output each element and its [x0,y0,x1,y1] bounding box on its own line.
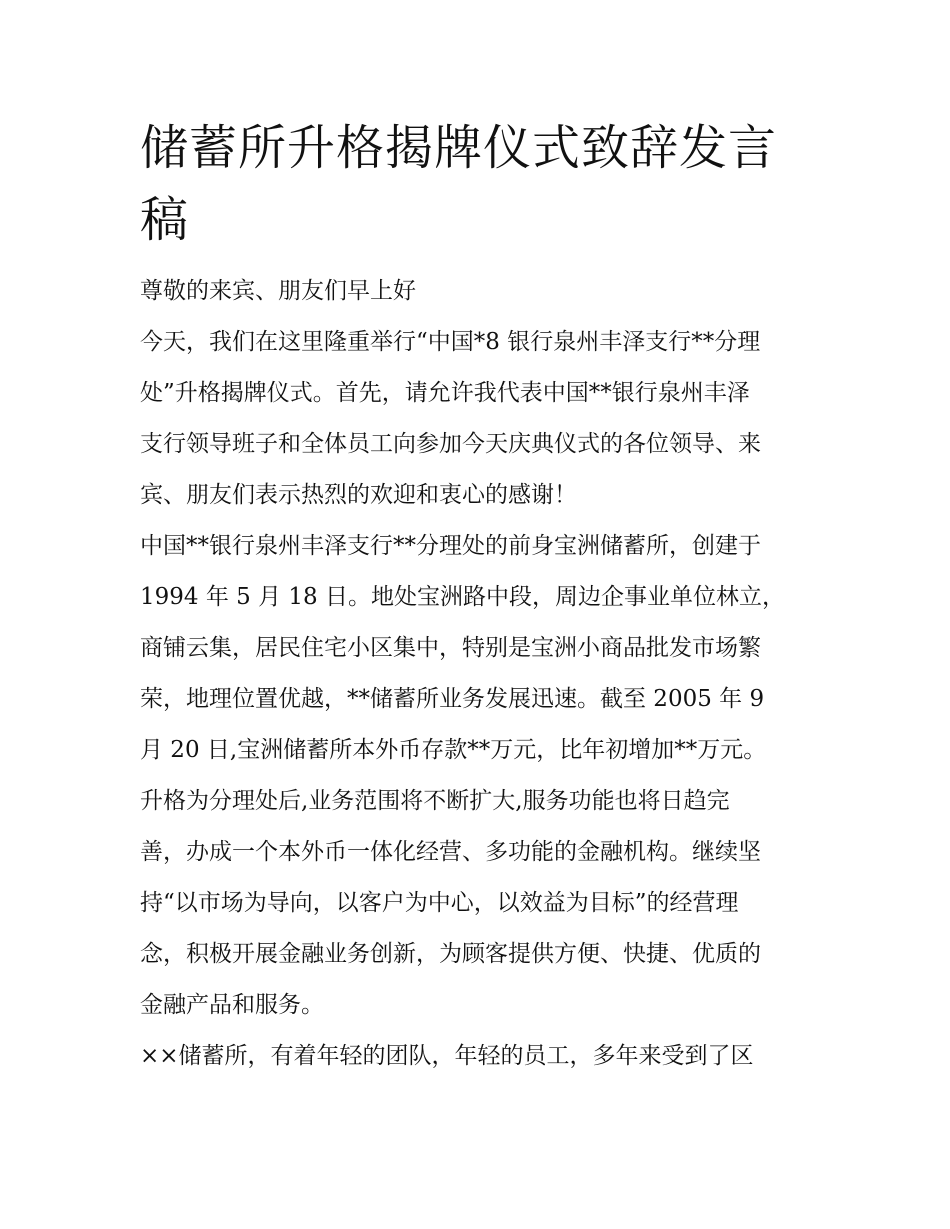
body-line: 持“以市场为导向，以客户为中心，以效益为目标”的经营理 [140,890,739,916]
title-line: 稿 [140,192,190,248]
body-line: 商铺云集，居民住宅小区集中，特别是宝洲小商品批发市场繁 [140,635,761,661]
body-line: 善，办成一个本外币一体化经营、多功能的金融机构。继续坚 [140,839,761,865]
body-line: 1994 年 5 月 18 日。地处宝洲路中段，周边企事业单位林立， [140,584,785,610]
document-title [140,112,820,256]
body-line: 金融产品和服务。 [140,992,324,1018]
body-line: 荣，地理位置优越，**储蓄所业务发展迅速。截至 2005 年 9 [140,686,765,712]
body-line: 今天，我们在这里隆重举行“中国*8 银行泉州丰泽支行**分理 [140,329,761,355]
title-line: 储蓄所升格揭牌仪式致辞发言 [140,120,778,176]
body-line: 念，积极开展金融业务创新，为顾客提供方便、快捷、优质的 [140,941,761,967]
document-body [140,266,820,1082]
body-line: 支行领导班子和全体员工向参加今天庆典仪式的各位领导、来 [140,431,761,457]
body-line: ××储蓄所，有着年轻的团队，年轻的员工，多年来受到了区 [140,1043,754,1069]
body-line: 处”升格揭牌仪式。首先，请允许我代表中国**银行泉州丰泽 [140,380,750,406]
document-content [140,112,820,1082]
body-line: 宾、朋友们表示热烈的欢迎和衷心的感谢！ [140,482,577,508]
body-line: 尊敬的来宾、朋友们早上好 [140,278,416,304]
body-line: 月 20 日,宝洲储蓄所本外币存款**万元，比年初增加**万元。 [140,737,767,763]
body-line: 升格为分理处后,业务范围将不断扩大,服务功能也将日趋完 [140,788,730,814]
body-line: 中国**银行泉州丰泽支行**分理处的前身宝洲储蓄所，创建于 [140,533,761,559]
